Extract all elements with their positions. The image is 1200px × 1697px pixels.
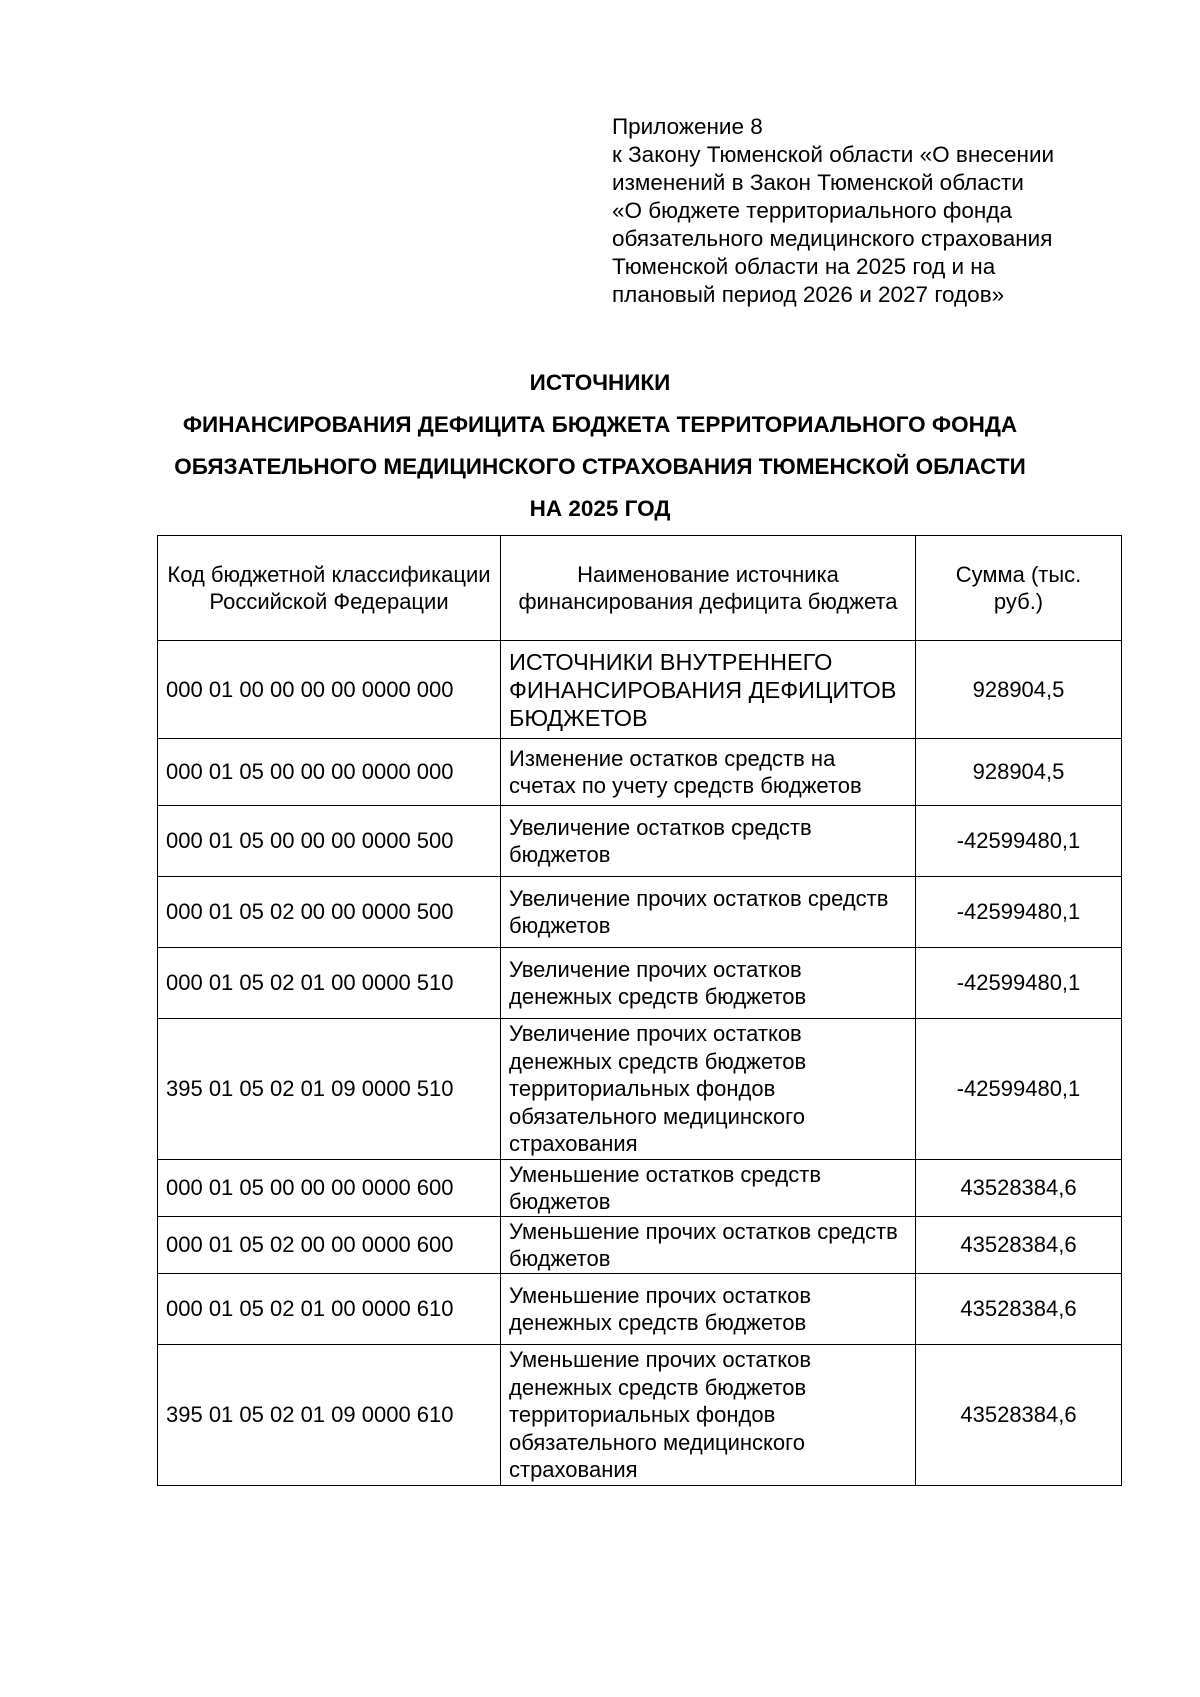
row-sum: -42599480,1: [916, 806, 1122, 877]
financing-sources-table: [157, 535, 1122, 1486]
table-header-row: [158, 536, 1122, 641]
table-row: [158, 739, 1122, 806]
row-name: Уменьшение прочих остатков денежных средств бюджетов территориальных фондов обязательного медицинского страхования: [501, 1345, 916, 1486]
row-code: 000 01 05 00 00 00 0000 600: [158, 1160, 501, 1217]
row-code: 395 01 05 02 01 09 0000 510: [158, 1019, 501, 1160]
table-row: [158, 641, 1122, 739]
table-row: [158, 1345, 1122, 1486]
appendix-line: «О бюджете территориального фонда: [612, 198, 1012, 223]
row-name: Уменьшение прочих остатков средств бюджетов: [501, 1217, 916, 1274]
table-row: [158, 877, 1122, 948]
row-name: Увеличение остатков средств бюджетов: [501, 806, 916, 877]
appendix-line: изменений в Закон Тюменской области: [612, 170, 1024, 195]
appendix-line: к Закону Тюменской области «О внесении: [612, 142, 1055, 167]
table-row: [158, 1217, 1122, 1274]
row-name: Изменение остатков средств на счетах по учету средств бюджетов: [501, 739, 916, 806]
row-name: ИСТОЧНИКИ ВНУТРЕННЕГО ФИНАНСИРОВАНИЯ ДЕФИЦИТОВ БЮДЖЕТОВ: [501, 641, 916, 739]
title-line: ФИНАНСИРОВАНИЯ ДЕФИЦИТА БЮДЖЕТА ТЕРРИТОРИАЛЬНОГО ФОНДА: [182, 412, 1018, 437]
row-name: Увеличение прочих остатков денежных средств бюджетов территориальных фондов обязательного медицинского страхования: [501, 1019, 916, 1160]
appendix-line: обязательного медицинского страхования: [612, 226, 1053, 251]
appendix-line: Приложение 8: [612, 114, 763, 139]
row-code: 395 01 05 02 01 09 0000 610: [158, 1345, 501, 1486]
row-code: 000 01 05 00 00 00 0000 000: [158, 739, 501, 806]
row-name: Увеличение прочих остатков средств бюджетов: [501, 877, 916, 948]
document-title: [0, 362, 1200, 530]
row-sum: 928904,5: [916, 739, 1122, 806]
title-line: НА 2025 ГОД: [529, 496, 671, 521]
row-code: 000 01 05 02 01 00 0000 610: [158, 1274, 501, 1345]
row-code: 000 01 00 00 00 00 0000 000: [158, 641, 501, 739]
title-line: ОБЯЗАТЕЛЬНОГО МЕДИЦИНСКОГО СТРАХОВАНИЯ ТЮМЕНСКОЙ ОБЛАСТИ: [174, 454, 1026, 479]
row-name: Увеличение прочих остатков денежных средств бюджетов: [501, 948, 916, 1019]
table-row: [158, 806, 1122, 877]
row-sum: 43528384,6: [916, 1160, 1122, 1217]
row-name: Уменьшение остатков средств бюджетов: [501, 1160, 916, 1217]
row-sum: 43528384,6: [916, 1217, 1122, 1274]
row-name: Уменьшение прочих остатков денежных средств бюджетов: [501, 1274, 916, 1345]
title-line: ИСТОЧНИКИ: [529, 370, 671, 395]
row-code: 000 01 05 00 00 00 0000 500: [158, 806, 501, 877]
row-code: 000 01 05 02 00 00 0000 500: [158, 877, 501, 948]
row-sum: -42599480,1: [916, 948, 1122, 1019]
appendix-line: плановый период 2026 и 2027 годов»: [612, 282, 1005, 307]
header-sum: Сумма (тыс. руб.): [916, 536, 1122, 641]
header-name: Наименование источника финансирования дефицита бюджета: [501, 536, 916, 641]
table-row: [158, 948, 1122, 1019]
table-row: [158, 1019, 1122, 1160]
appendix-note: [612, 113, 1132, 309]
table-row: [158, 1160, 1122, 1217]
row-sum: -42599480,1: [916, 877, 1122, 948]
row-sum: -42599480,1: [916, 1019, 1122, 1160]
row-sum: 928904,5: [916, 641, 1122, 739]
table-row: [158, 1274, 1122, 1345]
header-code: Код бюджетной классификации Российской Федерации: [158, 536, 501, 641]
row-sum: 43528384,6: [916, 1345, 1122, 1486]
row-code: 000 01 05 02 01 00 0000 510: [158, 948, 501, 1019]
appendix-line: Тюменской области на 2025 год и на: [612, 254, 996, 279]
row-sum: 43528384,6: [916, 1274, 1122, 1345]
row-code: 000 01 05 02 00 00 0000 600: [158, 1217, 501, 1274]
